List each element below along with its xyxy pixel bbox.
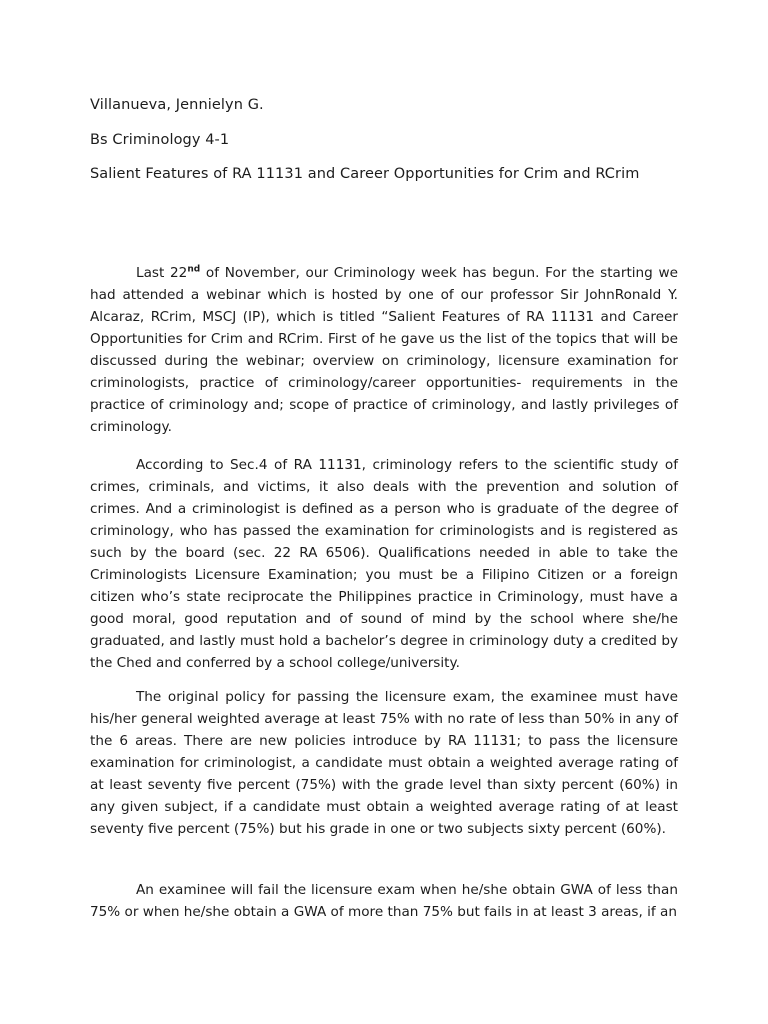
paragraph-1 bbox=[90, 262, 678, 438]
author-name: Villanueva, Jennielyn G. bbox=[90, 97, 264, 113]
essay-title: Salient Features of RA 11131 and Career Opportunities for Crim and RCrim bbox=[90, 166, 640, 182]
ordinal-suffix: nd bbox=[187, 264, 201, 275]
paragraph-1-rest: of November, our Criminology week has begun. For the starting we had attended a webinar which is hosted by one of our professor Sir JohnRonald Y. Alcaraz, RCrim, MSCJ (IP), which is titled “Salient Features of RA 11131 and Career Opportunities for Crim and RCrim. First of he gave us the list of the topics that will be discussed during the webinar; overview on criminology, licensure examination for criminologists, practice of criminology/career opportunities- requirements in the practice of criminology and; scope of practice of criminology, and lastly privileges of criminology. bbox=[90, 265, 678, 435]
paragraph-1-lead: Last 22 bbox=[136, 265, 188, 281]
paragraph-2: According to Sec.4 of RA 11131, criminology refers to the scientific study of crimes, criminals, and victims, it also deals with the prevention and solution of crimes. And a criminologist is defined as a person who is graduate of the degree of criminology, who has passed the examination for criminologists and is registered as such by the board (sec. 22 RA 6506). Qualifications needed in able to take the Criminologists Licensure Examination; you must be a Filipino Citizen or a foreign citizen who’s state reciprocate the Philippines practice in Criminology, must have a good moral, good reputation and of sound of mind by the school where she/he graduated, and lastly must hold a bachelor’s degree in criminology duty a credited by the Ched and conferred by a school college/university. bbox=[90, 457, 678, 671]
paragraph-4: An examinee will fail the licensure exam when he/she obtain GWA of less than 75% or when he/she obtain a GWA of more than 75% but fails in at least 3 areas, if an bbox=[90, 882, 678, 920]
paragraph-3: The original policy for passing the licensure exam, the examinee must have his/her general weighted average at least 75% with no rate of less than 50% in any of the 6 areas. There are new policies introduce by RA 11131; to pass the licensure examination for criminologist, a candidate must obtain a weighted average rating of at least seventy five percent (75%) with the grade level than sixty percent (60%) in any given subject, if a candidate must obtain a weighted average rating of at least seventy five percent (75%) but his grade in one or two subjects sixty percent (60%). bbox=[90, 689, 678, 837]
course-section: Bs Criminology 4-1 bbox=[90, 132, 230, 148]
